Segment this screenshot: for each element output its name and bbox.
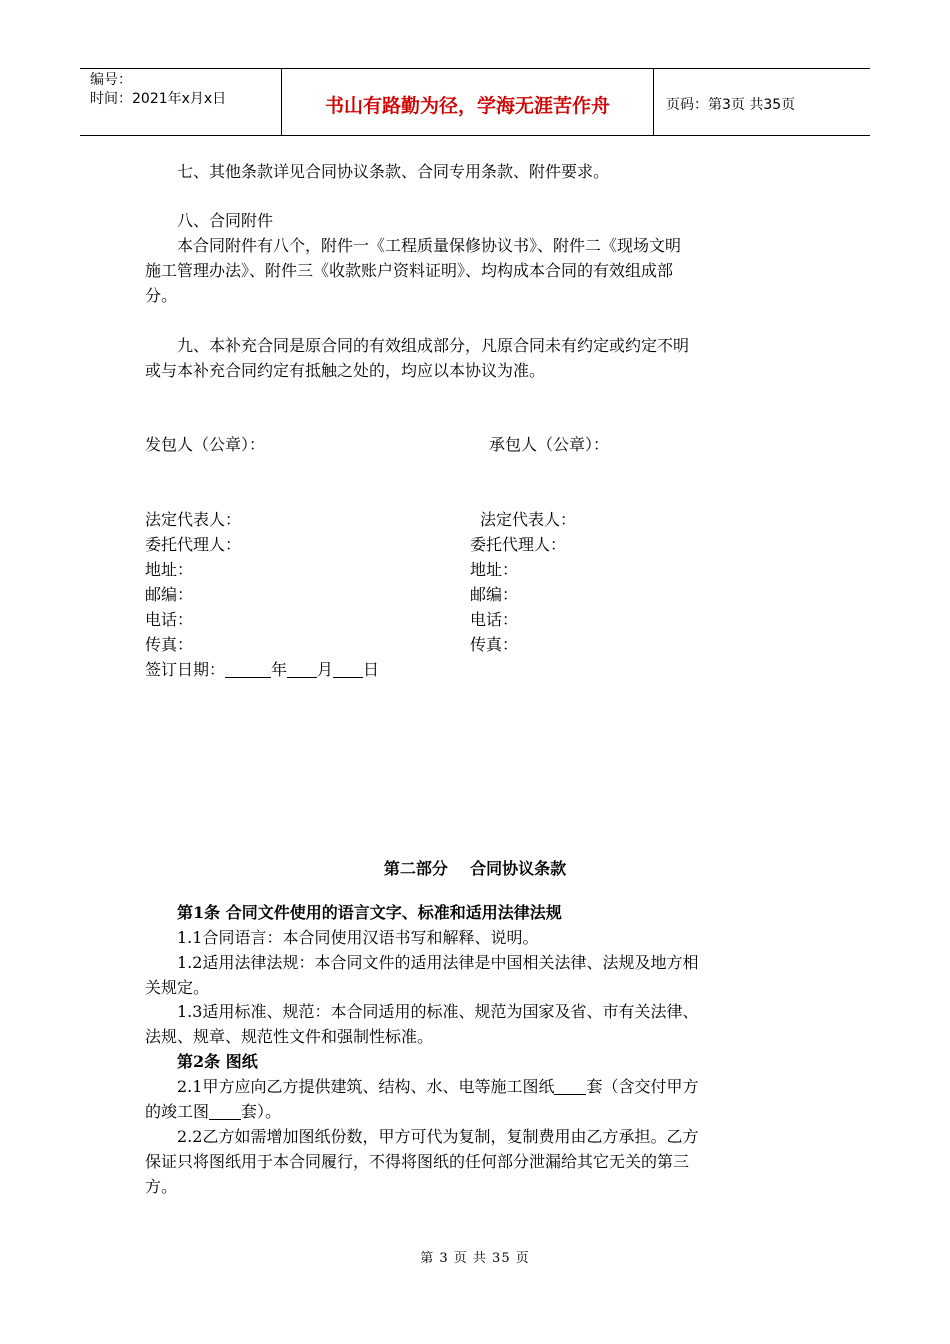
header-meta xyxy=(80,69,282,135)
article-1-2-line: 1.2适用法律法规：本合同文件的适用法律是中国相关法律、法规及地方相 xyxy=(177,953,699,972)
address-right: 地址： xyxy=(470,560,519,579)
day-blank xyxy=(333,661,363,678)
clause-eight-line: 本合同附件有八个，附件一《工程质量保修协议书》、附件二《现场文明 xyxy=(177,236,682,255)
signing-date-label: 签订日期： xyxy=(145,660,226,679)
number-label: 编号： xyxy=(90,72,132,88)
postcode-left: 邮编： xyxy=(145,585,194,604)
employer-seal-label: 发包人（公章）： xyxy=(145,435,266,454)
article-2-1-line xyxy=(145,1100,281,1125)
page-footer: 第 3 页 共 35 页 xyxy=(420,1251,530,1266)
legal-rep-left: 法定代表人： xyxy=(145,510,242,529)
clause-seven: 七、其他条款详见合同协议条款、合同专用条款、附件要求。 xyxy=(177,162,610,181)
article-2-1-text-c: 的竣工图 xyxy=(145,1102,210,1121)
page-header xyxy=(80,68,870,136)
month-label: 月 xyxy=(317,660,334,679)
postcode-right: 邮编： xyxy=(470,585,519,604)
address-left: 地址： xyxy=(145,560,194,579)
signing-date xyxy=(145,658,379,683)
month-blank xyxy=(287,661,317,678)
article-2-1-line xyxy=(177,1075,698,1100)
phone-right: 电话： xyxy=(470,610,519,629)
article-2-1-text-d: 套）。 xyxy=(241,1102,282,1121)
header-page-info: 页码：第3页 共35页 xyxy=(666,97,796,113)
clause-nine-line: 九、本补充合同是原合同的有效组成部分，凡原合同未有约定或约定不明 xyxy=(177,336,690,355)
agent-right: 委托代理人： xyxy=(470,535,567,554)
phone-left: 电话： xyxy=(145,610,194,629)
fax-left: 传真： xyxy=(145,635,194,654)
legal-rep-right: 法定代表人： xyxy=(480,510,577,529)
sets-blank xyxy=(554,1078,586,1095)
clause-nine-line: 或与本补充合同约定有抵触之处的，均应以本协议为准。 xyxy=(145,361,546,380)
article-1-2-line: 关规定。 xyxy=(145,978,210,997)
contractor-seal-label: 承包人（公章）： xyxy=(489,435,610,454)
clause-eight-title: 八、合同附件 xyxy=(177,211,274,230)
time-label: 时间：2021年x月x日 xyxy=(90,91,227,107)
day-label: 日 xyxy=(363,660,380,679)
article-2-2-line: 保证只将图纸用于本合同履行，不得将图纸的任何部分泄漏给其它无关的第三 xyxy=(145,1152,690,1171)
fax-right: 传真： xyxy=(470,635,519,654)
article-2-2-line: 方。 xyxy=(145,1177,178,1196)
article-2-1-text-a: 2.1甲方应向乙方提供建筑、结构、水、电等施工图纸 xyxy=(177,1077,555,1096)
as-built-sets-blank xyxy=(209,1103,241,1120)
part-two-title: 第二部分 合同协议条款 xyxy=(383,859,567,878)
year-blank xyxy=(225,661,271,678)
article-1-1: 1.1合同语言：本合同使用汉语书写和解释、说明。 xyxy=(177,928,539,947)
article-1-3-line: 1.3适用标准、规范：本合同适用的标准、规范为国家及省、市有关法律、 xyxy=(177,1002,699,1021)
clause-eight-line: 分。 xyxy=(145,286,178,305)
article-2-title: 第2条 图纸 xyxy=(177,1052,258,1071)
article-1-3-line: 法规、规章、规范性文件和强制性标准。 xyxy=(145,1027,434,1046)
clause-eight-line: 施工管理办法》、附件三《收款账户资料证明》、均构成本合同的有效组成部 xyxy=(145,261,674,280)
article-2-1-text-b: 套（含交付甲方 xyxy=(586,1077,699,1096)
header-motto: 书山有路勤为径，学海无涯苦作舟 xyxy=(282,69,654,135)
article-1-title: 第1条 合同文件使用的语言文字、标准和适用法律法规 xyxy=(177,903,562,922)
article-2-2-line: 2.2乙方如需增加图纸份数，甲方可代为复制，复制费用由乙方承担。乙方 xyxy=(177,1127,699,1146)
agent-left: 委托代理人： xyxy=(145,535,242,554)
year-label: 年 xyxy=(271,660,288,679)
